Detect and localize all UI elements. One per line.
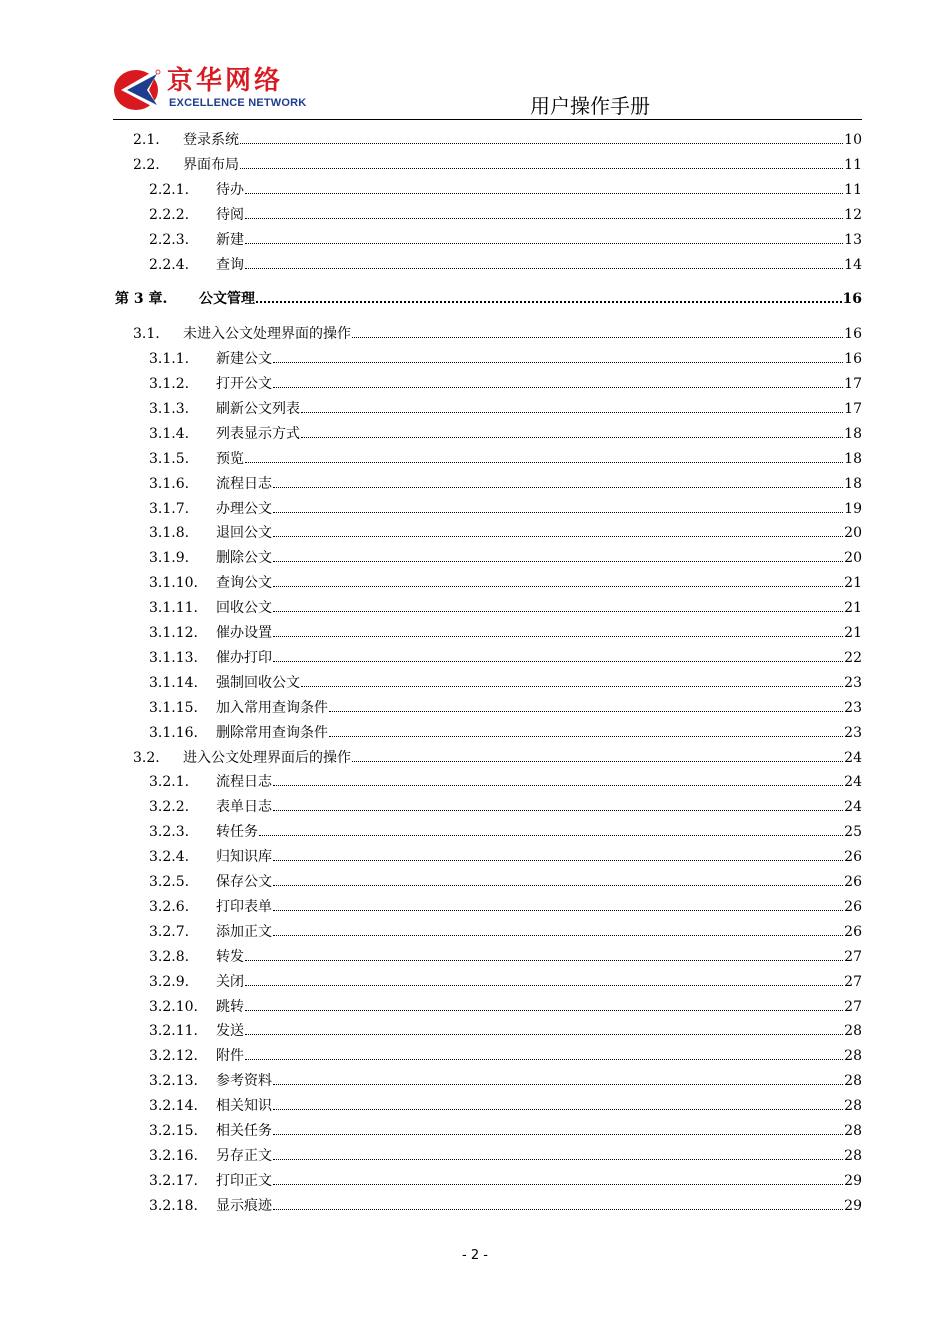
- page-number: - 2 -: [462, 1248, 488, 1263]
- toc-entry-page: 17: [844, 376, 862, 392]
- toc-entry-page: 28: [844, 1148, 862, 1164]
- toc-entry-title: 转发: [216, 949, 244, 965]
- toc-entry-number: 3.1.7.: [149, 501, 190, 517]
- toc-entry-title: 刷新公文列表: [216, 401, 300, 417]
- toc-entry-page: 26: [844, 924, 862, 940]
- toc-dot-leader: [273, 1134, 843, 1135]
- toc-entry[interactable]: [149, 373, 862, 395]
- toc-dot-leader: [245, 1034, 843, 1035]
- toc-entry-number: 3.1.13.: [149, 650, 198, 666]
- toc-dot-leader: [273, 512, 843, 513]
- toc-entry-page: 17: [844, 401, 862, 417]
- toc-dot-leader: [273, 586, 843, 587]
- toc-entry[interactable]: [149, 871, 862, 893]
- toc-entry[interactable]: [149, 1170, 862, 1192]
- toc-entry-number: 2.2.3.: [149, 232, 190, 248]
- toc-entry-number: 3.1.: [133, 326, 160, 342]
- toc-entry-number: 3.1.12.: [149, 625, 198, 641]
- toc-entry-title: 催办设置: [216, 625, 272, 641]
- toc-entry-title: 流程日志: [216, 476, 272, 492]
- toc-entry-number: 3.2.5.: [149, 874, 190, 890]
- toc-entry-page: 24: [844, 799, 862, 815]
- toc-entry-title: 打开公文: [216, 376, 272, 392]
- toc-entry-number: 3.1.16.: [149, 725, 198, 741]
- toc-entry-title: 另存正文: [216, 1148, 272, 1164]
- toc-entry-page: 24: [844, 774, 862, 790]
- toc-dot-leader: [273, 362, 843, 363]
- toc-dot-leader: [240, 168, 843, 169]
- toc-entry-number: 3.2.18.: [149, 1198, 198, 1214]
- toc-entry[interactable]: [149, 229, 862, 251]
- toc-entry-title: 附件: [216, 1048, 244, 1064]
- toc-dot-leader: [273, 860, 843, 861]
- toc-dot-leader: [273, 561, 843, 562]
- toc-entry-title: 发送: [216, 1023, 244, 1039]
- toc-entry-page: 18: [844, 476, 862, 492]
- toc-entry[interactable]: [149, 448, 862, 470]
- toc-entry-title: 回收公文: [216, 600, 272, 616]
- toc-entry-title: 未进入公文处理界面的操作: [183, 326, 351, 342]
- toc-entry-title: 转任务: [216, 824, 258, 840]
- toc-entry-title: 预览: [216, 451, 244, 467]
- toc-entry-page: 21: [844, 575, 862, 591]
- toc-dot-leader: [273, 885, 843, 886]
- toc-entry[interactable]: [149, 398, 862, 420]
- toc-dot-leader: [273, 1084, 843, 1085]
- toc-entry-number: 3.2.4.: [149, 849, 190, 865]
- toc-dot-leader: [245, 985, 843, 986]
- toc-entry-title: 待办: [216, 182, 244, 198]
- toc-entry-page: 26: [844, 849, 862, 865]
- toc-entry-title: 保存公文: [216, 874, 272, 890]
- toc-dot-leader: [273, 636, 843, 637]
- toc-entry[interactable]: [149, 572, 862, 594]
- toc-entry-title: 添加正文: [216, 924, 272, 940]
- toc-entry[interactable]: [149, 179, 862, 201]
- toc-entry[interactable]: [149, 547, 862, 569]
- toc-entry[interactable]: [149, 597, 862, 619]
- toc-entry-title: 相关任务: [216, 1123, 272, 1139]
- toc-dot-leader: [273, 387, 843, 388]
- toc-entry-number: 3.2.15.: [149, 1123, 198, 1139]
- toc-entry[interactable]: [149, 921, 862, 943]
- toc-dot-leader: [273, 910, 843, 911]
- toc-entry-title: 强制回收公文: [216, 675, 300, 691]
- toc-entry-page: 11: [844, 182, 862, 198]
- toc-entry-page: 29: [844, 1198, 862, 1214]
- toc-entry-title: 归知识库: [216, 849, 272, 865]
- toc-entry[interactable]: [149, 522, 862, 544]
- toc-entry-page: 16: [842, 291, 862, 307]
- toc-entry-number: 3.1.6.: [149, 476, 190, 492]
- toc-dot-leader: [245, 243, 843, 244]
- toc-entry-title: 新建: [216, 232, 244, 248]
- toc-dot-leader: [273, 611, 843, 612]
- toc-dot-leader: [273, 1159, 843, 1160]
- toc-entry-page: 21: [844, 625, 862, 641]
- toc-entry-title: 跳转: [216, 999, 244, 1015]
- toc-entry-page: 26: [844, 874, 862, 890]
- toc-entry-number: 2.2.4.: [149, 257, 190, 273]
- toc-entry-number: 3.2.2.: [149, 799, 190, 815]
- toc-entry-page: 29: [844, 1173, 862, 1189]
- toc-entry[interactable]: [149, 254, 862, 276]
- toc-entry[interactable]: [133, 129, 862, 151]
- toc-dot-leader: [245, 462, 843, 463]
- toc-dot-leader: [273, 1184, 843, 1185]
- toc-dot-leader: [273, 1109, 843, 1110]
- toc-dot-leader: [273, 1209, 843, 1210]
- toc-entry-number: 3.1.3.: [149, 401, 190, 417]
- toc-entry-title: 删除常用查询条件: [216, 725, 328, 741]
- toc-entry-title: 界面布局: [183, 157, 239, 173]
- toc-entry-number: 3.1.15.: [149, 700, 198, 716]
- toc-entry-number: 3.1.2.: [149, 376, 190, 392]
- toc-entry-title: 登录系统: [183, 132, 239, 148]
- toc-entry[interactable]: [149, 1145, 862, 1167]
- toc-entry-number: 3.2.10.: [149, 999, 198, 1015]
- toc-entry-title: 待阅: [216, 207, 244, 223]
- toc-entry-title: 删除公文: [216, 550, 272, 566]
- toc-dot-leader: [273, 661, 843, 662]
- toc-entry-number: 3.1.8.: [149, 525, 190, 541]
- toc-entry-page: 26: [844, 899, 862, 915]
- toc-entry-page: 13: [844, 232, 862, 248]
- toc-dot-leader: [245, 1010, 843, 1011]
- toc-dot-leader: [301, 412, 843, 413]
- toc-entry[interactable]: [149, 647, 862, 669]
- toc-entry-title: 进入公文处理界面后的操作: [183, 750, 351, 766]
- toc-entry[interactable]: [149, 796, 862, 818]
- toc-dot-leader: [301, 686, 843, 687]
- toc-entry[interactable]: [149, 348, 862, 370]
- brand-name-chinese: 京华网络: [167, 66, 284, 96]
- toc-dot-leader: [329, 736, 843, 737]
- toc-entry-page: 27: [844, 999, 862, 1015]
- toc-entry-number: 2.2.1.: [149, 182, 190, 198]
- toc-entry[interactable]: [149, 672, 862, 694]
- toc-dot-leader: [273, 810, 843, 811]
- toc-entry[interactable]: [133, 323, 862, 345]
- toc-dot-leader: [245, 1059, 843, 1060]
- toc-entry[interactable]: [149, 821, 862, 843]
- toc-dot-leader: [352, 761, 843, 762]
- toc-entry-number: 3.2.13.: [149, 1073, 198, 1089]
- toc-entry-page: 27: [844, 974, 862, 990]
- toc-entry-title: 打印正文: [216, 1173, 272, 1189]
- toc-entry-title: 催办打印: [216, 650, 272, 666]
- toc-entry[interactable]: [149, 1045, 862, 1067]
- toc-entry-number: 3.2.1.: [149, 774, 190, 790]
- toc-entry-page: 28: [844, 1073, 862, 1089]
- toc-entry-page: 28: [844, 1123, 862, 1139]
- toc-dot-leader: [245, 960, 843, 961]
- toc-entry-number: 3.2.17.: [149, 1173, 198, 1189]
- toc-dot-leader: [245, 193, 843, 194]
- toc-dot-leader: [245, 268, 843, 269]
- toc-entry[interactable]: [149, 971, 862, 993]
- toc-entry[interactable]: [149, 896, 862, 918]
- toc-entry-title: 公文管理: [199, 291, 255, 307]
- toc-entry-title: 查询公文: [216, 575, 272, 591]
- toc-entry-page: 16: [844, 351, 862, 367]
- toc-dot-leader: [245, 218, 843, 219]
- toc-dot-leader: [273, 785, 843, 786]
- toc-entry-number: 3.1.5.: [149, 451, 190, 467]
- toc-entry-page: 21: [844, 600, 862, 616]
- toc-entry-title: 表单日志: [216, 799, 272, 815]
- manual-title: 用户操作手册: [530, 94, 650, 118]
- toc-entry[interactable]: [149, 204, 862, 226]
- toc-entry-title: 加入常用查询条件: [216, 700, 328, 716]
- toc-entry-title: 流程日志: [216, 774, 272, 790]
- toc-entry-title: 新建公文: [216, 351, 272, 367]
- toc-entry-page: 11: [844, 157, 862, 173]
- toc-entry-number: 3.2.8.: [149, 949, 190, 965]
- toc-entry-title: 退回公文: [216, 525, 272, 541]
- toc-entry-number: 3.1.4.: [149, 426, 190, 442]
- toc-entry-page: 28: [844, 1023, 862, 1039]
- toc-dot-leader: [301, 437, 843, 438]
- toc-entry-number: 3.2.: [133, 750, 160, 766]
- toc-dot-leader: [352, 337, 843, 338]
- toc-entry[interactable]: [133, 747, 862, 769]
- toc-dot-leader: [329, 711, 843, 712]
- toc-entry-title: 显示痕迹: [216, 1198, 272, 1214]
- toc-dot-leader: [273, 487, 843, 488]
- toc-entry-page: 22: [844, 650, 862, 666]
- toc-entry[interactable]: [149, 996, 862, 1018]
- toc-entry[interactable]: [149, 771, 862, 793]
- toc-dot-leader: [273, 536, 843, 537]
- toc-entry-number: 3.2.7.: [149, 924, 190, 940]
- toc-entry-title: 参考资料: [216, 1073, 272, 1089]
- toc-entry-page: 14: [844, 257, 862, 273]
- toc-entry-number: 第 3 章.: [115, 291, 168, 307]
- toc-entry-title: 相关知识: [216, 1098, 272, 1114]
- toc-entry[interactable]: [149, 946, 862, 968]
- toc-entry-title: 打印表单: [216, 899, 272, 915]
- toc-entry-number: 2.2.: [133, 157, 160, 173]
- toc-entry[interactable]: [133, 154, 862, 176]
- toc-dot-leader: [259, 835, 843, 836]
- toc-entry-title: 办理公文: [216, 501, 272, 517]
- toc-entry-page: 20: [844, 525, 862, 541]
- toc-entry-page: 23: [844, 700, 862, 716]
- toc-entry-page: 23: [844, 675, 862, 691]
- toc-entry[interactable]: [149, 697, 862, 719]
- toc-entry-number: 3.1.14.: [149, 675, 198, 691]
- toc-entry-number: 3.2.16.: [149, 1148, 198, 1164]
- toc-entry-page: 18: [844, 451, 862, 467]
- toc-entry-page: 18: [844, 426, 862, 442]
- toc-entry-title: 关闭: [216, 974, 244, 990]
- toc-entry-number: 3.1.11.: [149, 600, 198, 616]
- toc-entry-page: 27: [844, 949, 862, 965]
- toc-entry-title: 列表显示方式: [216, 426, 300, 442]
- toc-entry-number: 3.2.14.: [149, 1098, 198, 1114]
- toc-entry-page: 20: [844, 550, 862, 566]
- toc-entry-number: 2.1.: [133, 132, 160, 148]
- toc-entry[interactable]: [149, 498, 862, 520]
- toc-entry-page: 23: [844, 725, 862, 741]
- toc-entry-number: 3.2.11.: [149, 1023, 198, 1039]
- toc-entry-number: 3.2.3.: [149, 824, 190, 840]
- brand-name-english: EXCELLENCE NETWORK: [169, 97, 307, 109]
- toc-entry[interactable]: [149, 846, 862, 868]
- toc-entry-number: 3.1.9.: [149, 550, 190, 566]
- toc-entry-number: 3.2.12.: [149, 1048, 198, 1064]
- toc-entry-page: 28: [844, 1048, 862, 1064]
- toc-entry[interactable]: [149, 622, 862, 644]
- toc-entry-page: 10: [844, 132, 862, 148]
- toc-entry[interactable]: [149, 1070, 862, 1092]
- toc-entry-title: 查询: [216, 257, 244, 273]
- toc-entry[interactable]: [149, 1195, 862, 1217]
- toc-entry-number: 3.1.10.: [149, 575, 198, 591]
- toc-entry-page: 19: [844, 501, 862, 517]
- toc-entry-page: 12: [844, 207, 862, 223]
- toc-entry-number: 2.2.2.: [149, 207, 190, 223]
- toc-entry-number: 3.2.9.: [149, 974, 190, 990]
- toc-dot-leader: [273, 935, 843, 936]
- toc-dot-leader: [256, 301, 842, 303]
- toc-entry[interactable]: [149, 1020, 862, 1042]
- toc-entry[interactable]: [149, 473, 862, 495]
- toc-entry-number: 3.1.1.: [149, 351, 190, 367]
- toc-entry-page: 16: [844, 326, 862, 342]
- toc-dot-leader: [240, 143, 843, 144]
- toc-entry[interactable]: [115, 288, 862, 310]
- toc-entry-page: 28: [844, 1098, 862, 1114]
- toc-entry-page: 25: [844, 824, 862, 840]
- toc-entry[interactable]: [149, 722, 862, 744]
- toc-entry-number: 3.2.6.: [149, 899, 190, 915]
- toc-entry-page: 24: [844, 750, 862, 766]
- toc-entry[interactable]: [149, 1095, 862, 1117]
- toc-entry[interactable]: [149, 1120, 862, 1142]
- toc-entry[interactable]: [149, 423, 862, 445]
